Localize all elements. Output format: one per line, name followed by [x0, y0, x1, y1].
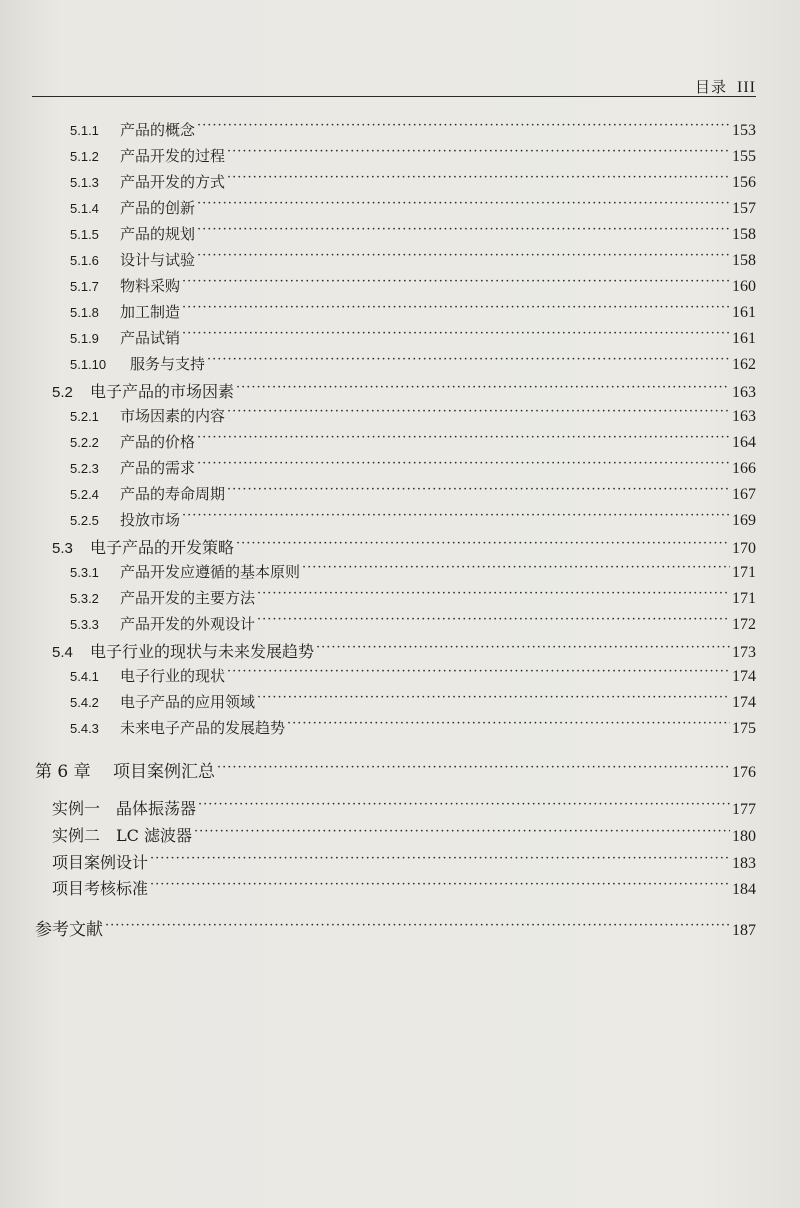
chapter-number: 第 6 章 — [35, 762, 91, 782]
toc-case-entry — [52, 823, 756, 846]
toc-entry — [70, 327, 756, 348]
toc-entry — [70, 119, 756, 140]
entry-number: 5.1.4 — [70, 201, 99, 216]
dot-leader — [227, 666, 730, 681]
entry-page: 174 — [732, 668, 756, 685]
entry-title: 电子产品的市场因素 — [90, 382, 235, 401]
entry-title: 产品的价格 — [120, 433, 196, 451]
entry-page: 176 — [732, 764, 756, 781]
entry-number: 5.2.3 — [70, 461, 99, 476]
entry-number: 5.2.5 — [70, 513, 99, 528]
entry-title: 投放市场 — [120, 511, 181, 529]
entry-page: 183 — [732, 855, 756, 872]
entry-number: 5.1.6 — [70, 253, 99, 268]
entry-title: 物料采购 — [120, 277, 181, 295]
dot-leader — [197, 120, 730, 135]
entry-number: 5.4.3 — [70, 721, 99, 736]
dot-leader — [150, 878, 730, 894]
entry-title: 实例二 LC 滤波器 — [52, 826, 192, 845]
entry-title: 电子产品的开发策略 — [90, 538, 235, 557]
dot-leader — [182, 328, 730, 343]
toc-entry — [70, 717, 756, 738]
dot-leader — [197, 224, 730, 239]
entry-page: 171 — [732, 564, 756, 581]
dot-leader — [287, 718, 730, 733]
entry-title: 产品开发的外观设计 — [120, 615, 256, 633]
entry-number: 5.1.8 — [70, 305, 99, 320]
dot-leader — [182, 302, 730, 317]
entry-number: 5.2.1 — [70, 409, 99, 424]
entry-number: 5.1.10 — [70, 357, 107, 372]
toc-entry — [70, 249, 756, 270]
dot-leader — [150, 852, 730, 868]
toc-entry — [70, 613, 756, 634]
dot-leader — [207, 354, 730, 369]
dot-leader — [302, 562, 730, 577]
toc-entry — [70, 301, 756, 322]
dot-leader — [197, 250, 730, 265]
dot-leader — [197, 458, 730, 473]
entry-title: 项目考核标准 — [52, 879, 149, 898]
toc-entry — [70, 223, 756, 244]
entry-page: 161 — [732, 304, 756, 321]
entry-number: 5.2.4 — [70, 487, 99, 502]
references-title: 参考文献 — [35, 920, 103, 940]
toc-entry — [70, 353, 756, 374]
entry-title: 市场因素的内容 — [120, 407, 226, 425]
entry-page: 158 — [732, 226, 756, 243]
entry-title: 产品开发应遵循的基本原则 — [120, 563, 301, 581]
toc-entry — [70, 145, 756, 166]
toc-entry — [70, 587, 756, 608]
entry-title: 产品试销 — [120, 329, 181, 347]
header-page-number: III — [737, 79, 756, 96]
toc-entry — [70, 665, 756, 686]
entry-title: 产品开发的主要方法 — [120, 589, 256, 607]
entry-page: 163 — [732, 408, 756, 425]
entry-number: 5.1.7 — [70, 279, 99, 294]
entry-title: 加工制造 — [120, 303, 181, 321]
dot-leader — [257, 614, 730, 629]
toc-entry — [70, 483, 756, 504]
toc-entry — [70, 457, 756, 478]
entry-number: 5.1.5 — [70, 227, 99, 242]
entry-number: 5.2 — [52, 384, 73, 401]
header-text — [695, 76, 756, 97]
entry-page: 156 — [732, 174, 756, 191]
dot-leader — [236, 381, 730, 397]
toc-entry — [70, 197, 756, 218]
entry-page: 162 — [732, 356, 756, 373]
dot-leader — [236, 537, 730, 553]
entry-number: 5.2.2 — [70, 435, 99, 450]
entry-title: 电子行业的现状 — [120, 667, 226, 685]
entry-page: 164 — [732, 434, 756, 451]
toc-case-entry — [52, 796, 756, 819]
entry-title: 实例一 晶体振荡器 — [52, 799, 197, 818]
dot-leader — [194, 825, 730, 841]
entry-number: 5.3.1 — [70, 565, 99, 580]
toc-section-entry — [52, 535, 756, 558]
chapter-title: 项目案例汇总 — [113, 762, 215, 782]
entry-number: 5.4 — [52, 644, 73, 661]
toc-entry — [70, 691, 756, 712]
toc-entry — [70, 405, 756, 426]
entry-page: 153 — [732, 122, 756, 139]
entry-page: 169 — [732, 512, 756, 529]
entry-title: 产品的规划 — [120, 225, 196, 243]
entry-title: 产品开发的过程 — [120, 147, 226, 165]
entry-title: 产品开发的方式 — [120, 173, 226, 191]
dot-leader — [105, 918, 730, 935]
running-header — [32, 76, 756, 97]
dot-leader — [227, 146, 730, 161]
entry-number: 5.1.9 — [70, 331, 99, 346]
entry-title: 未来电子产品的发展趋势 — [120, 719, 286, 737]
entry-page: 155 — [732, 148, 756, 165]
entry-title: 服务与支持 — [130, 355, 206, 373]
dot-leader — [257, 588, 730, 603]
entry-number: 5.1.3 — [70, 175, 99, 190]
entry-number: 5.1.2 — [70, 149, 99, 164]
entry-page: 173 — [732, 644, 756, 661]
dot-leader — [182, 510, 730, 525]
entry-page: 175 — [732, 720, 756, 737]
entry-page: 172 — [732, 616, 756, 633]
entry-page: 160 — [732, 278, 756, 295]
entry-page: 163 — [732, 384, 756, 401]
entry-page: 161 — [732, 330, 756, 347]
dot-leader — [316, 641, 730, 657]
entry-page: 158 — [732, 252, 756, 269]
entry-title: 电子产品的应用领域 — [120, 693, 256, 711]
header-title: 目录 — [695, 78, 728, 96]
entry-number: 5.3.3 — [70, 617, 99, 632]
entry-title: 产品的概念 — [120, 121, 196, 139]
entry-title: 产品的寿命周期 — [120, 485, 226, 503]
entry-title: 设计与试验 — [120, 251, 196, 269]
dot-leader — [217, 760, 730, 777]
entry-page: 180 — [732, 828, 756, 845]
entry-title: 电子行业的现状与未来发展趋势 — [90, 642, 315, 661]
dot-leader — [197, 198, 730, 213]
entry-title: 产品的创新 — [120, 199, 196, 217]
entry-page: 184 — [732, 881, 756, 898]
dot-leader — [198, 798, 730, 814]
dot-leader — [227, 406, 730, 421]
toc-entry — [70, 561, 756, 582]
entry-page: 166 — [732, 460, 756, 477]
toc-chapter-entry — [35, 757, 756, 782]
toc-entry — [70, 509, 756, 530]
entry-number: 5.4.1 — [70, 669, 99, 684]
entry-title: 项目案例设计 — [52, 853, 149, 872]
entry-page: 177 — [732, 801, 756, 818]
entry-page: 187 — [732, 922, 756, 939]
toc-case-entry — [52, 850, 756, 873]
entry-number: 5.3 — [52, 540, 73, 557]
entry-number: 5.4.2 — [70, 695, 99, 710]
dot-leader — [257, 692, 730, 707]
toc-entry — [70, 171, 756, 192]
entry-title: 产品的需求 — [120, 459, 196, 477]
entry-page: 174 — [732, 694, 756, 711]
toc-section-entry — [52, 379, 756, 402]
entry-number: 5.1.1 — [70, 123, 99, 138]
toc-entry — [70, 431, 756, 452]
toc-section-entry — [52, 639, 756, 662]
toc-entry — [70, 275, 756, 296]
entry-page: 170 — [732, 540, 756, 557]
toc-references-entry — [35, 915, 756, 940]
entry-page: 167 — [732, 486, 756, 503]
dot-leader — [227, 172, 730, 187]
dot-leader — [227, 484, 730, 499]
entry-page: 171 — [732, 590, 756, 607]
toc-case-entry — [52, 876, 756, 899]
dot-leader — [182, 276, 730, 291]
entry-page: 157 — [732, 200, 756, 217]
dot-leader — [197, 432, 730, 447]
entry-number: 5.3.2 — [70, 591, 99, 606]
